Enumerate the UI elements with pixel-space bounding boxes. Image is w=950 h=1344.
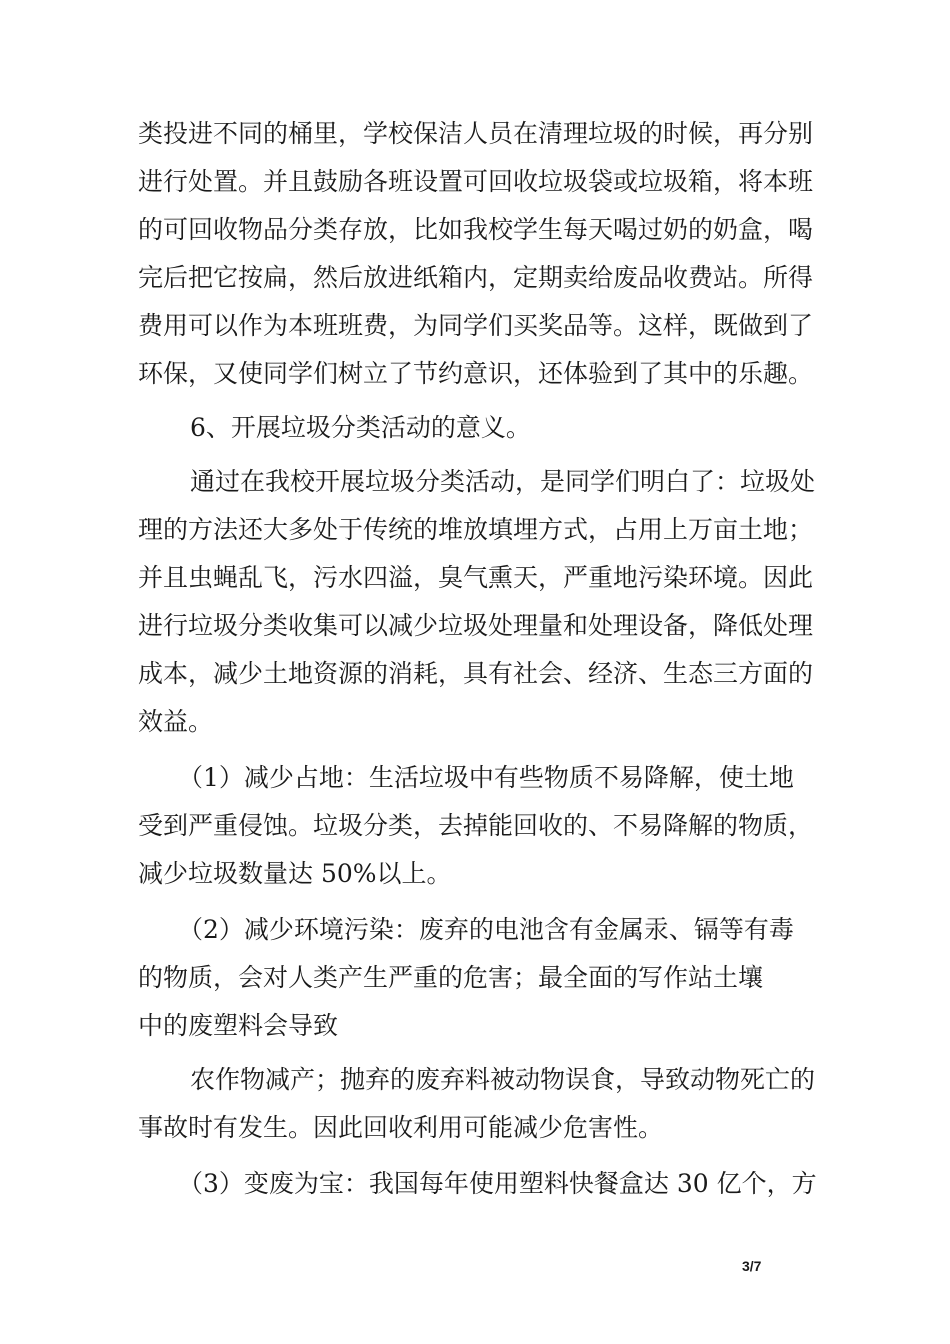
section-heading: 6、开展垃圾分类活动的意义。 (190, 413, 531, 442)
text-line-1: 类投进不同的桶里，学校保洁人员在清理垃圾的时候，再分别 (138, 119, 814, 148)
text-line-19: 中的废塑料会导致 (138, 1011, 339, 1040)
text-line-17: （2）减少环境污染：废弃的电池含有金属汞、镉等有毒 (178, 915, 794, 944)
text-line-20: 农作物减产；抛弃的废弃料被动物误食，导致动物死亡的 (190, 1065, 816, 1094)
text-line-14: （1）减少占地：生活垃圾中有些物质不易降解，使土地 (178, 763, 794, 792)
page-number: 3/7 (742, 1258, 762, 1274)
text-line-2: 进行处置。并且鼓励各班设置可回收垃圾袋或垃圾箱，将本班 (138, 167, 814, 196)
text-line-8: 通过在我校开展垃圾分类活动，是同学们明白了：垃圾处 (190, 467, 816, 496)
text-line-13: 效益。 (138, 707, 214, 736)
text-line-9: 理的方法还大多处于传统的堆放填埋方式，占用上万亩土地； (138, 515, 814, 544)
text-line-3: 的可回收物品分类存放，比如我校学生每天喝过奶的奶盒，喝 (138, 215, 814, 244)
text-line-10: 并且虫蝇乱飞，污水四溢，臭气熏天，严重地污染环境。因此 (138, 563, 814, 592)
text-line-12: 成本，减少土地资源的消耗，具有社会、经济、生态三方面的 (138, 659, 814, 688)
text-line-22: （3）变废为宝：我国每年使用塑料快餐盒达 30 亿个，方 (178, 1169, 817, 1198)
text-line-4: 完后把它按扁，然后放进纸箱内，定期卖给废品收费站。所得 (138, 263, 814, 292)
text-line-21: 事故时有发生。因此回收利用可能减少危害性。 (138, 1113, 664, 1142)
text-line-15: 受到严重侵蚀。垃圾分类，去掉能回收的、不易降解的物质， (138, 811, 814, 840)
text-line-5: 费用可以作为本班班费，为同学们买奖品等。这样，既做到了 (138, 311, 814, 340)
text-line-6: 环保，又使同学们树立了节约意识，还体验到了其中的乐趣。 (138, 359, 814, 388)
text-line-18: 的物质，会对人类产生严重的危害；最全面的写作站土壤 (138, 963, 764, 992)
text-line-16: 减少垃圾数量达 50%以上。 (138, 859, 452, 888)
text-line-11: 进行垃圾分类收集可以减少垃圾处理量和处理设备，降低处理 (138, 611, 814, 640)
